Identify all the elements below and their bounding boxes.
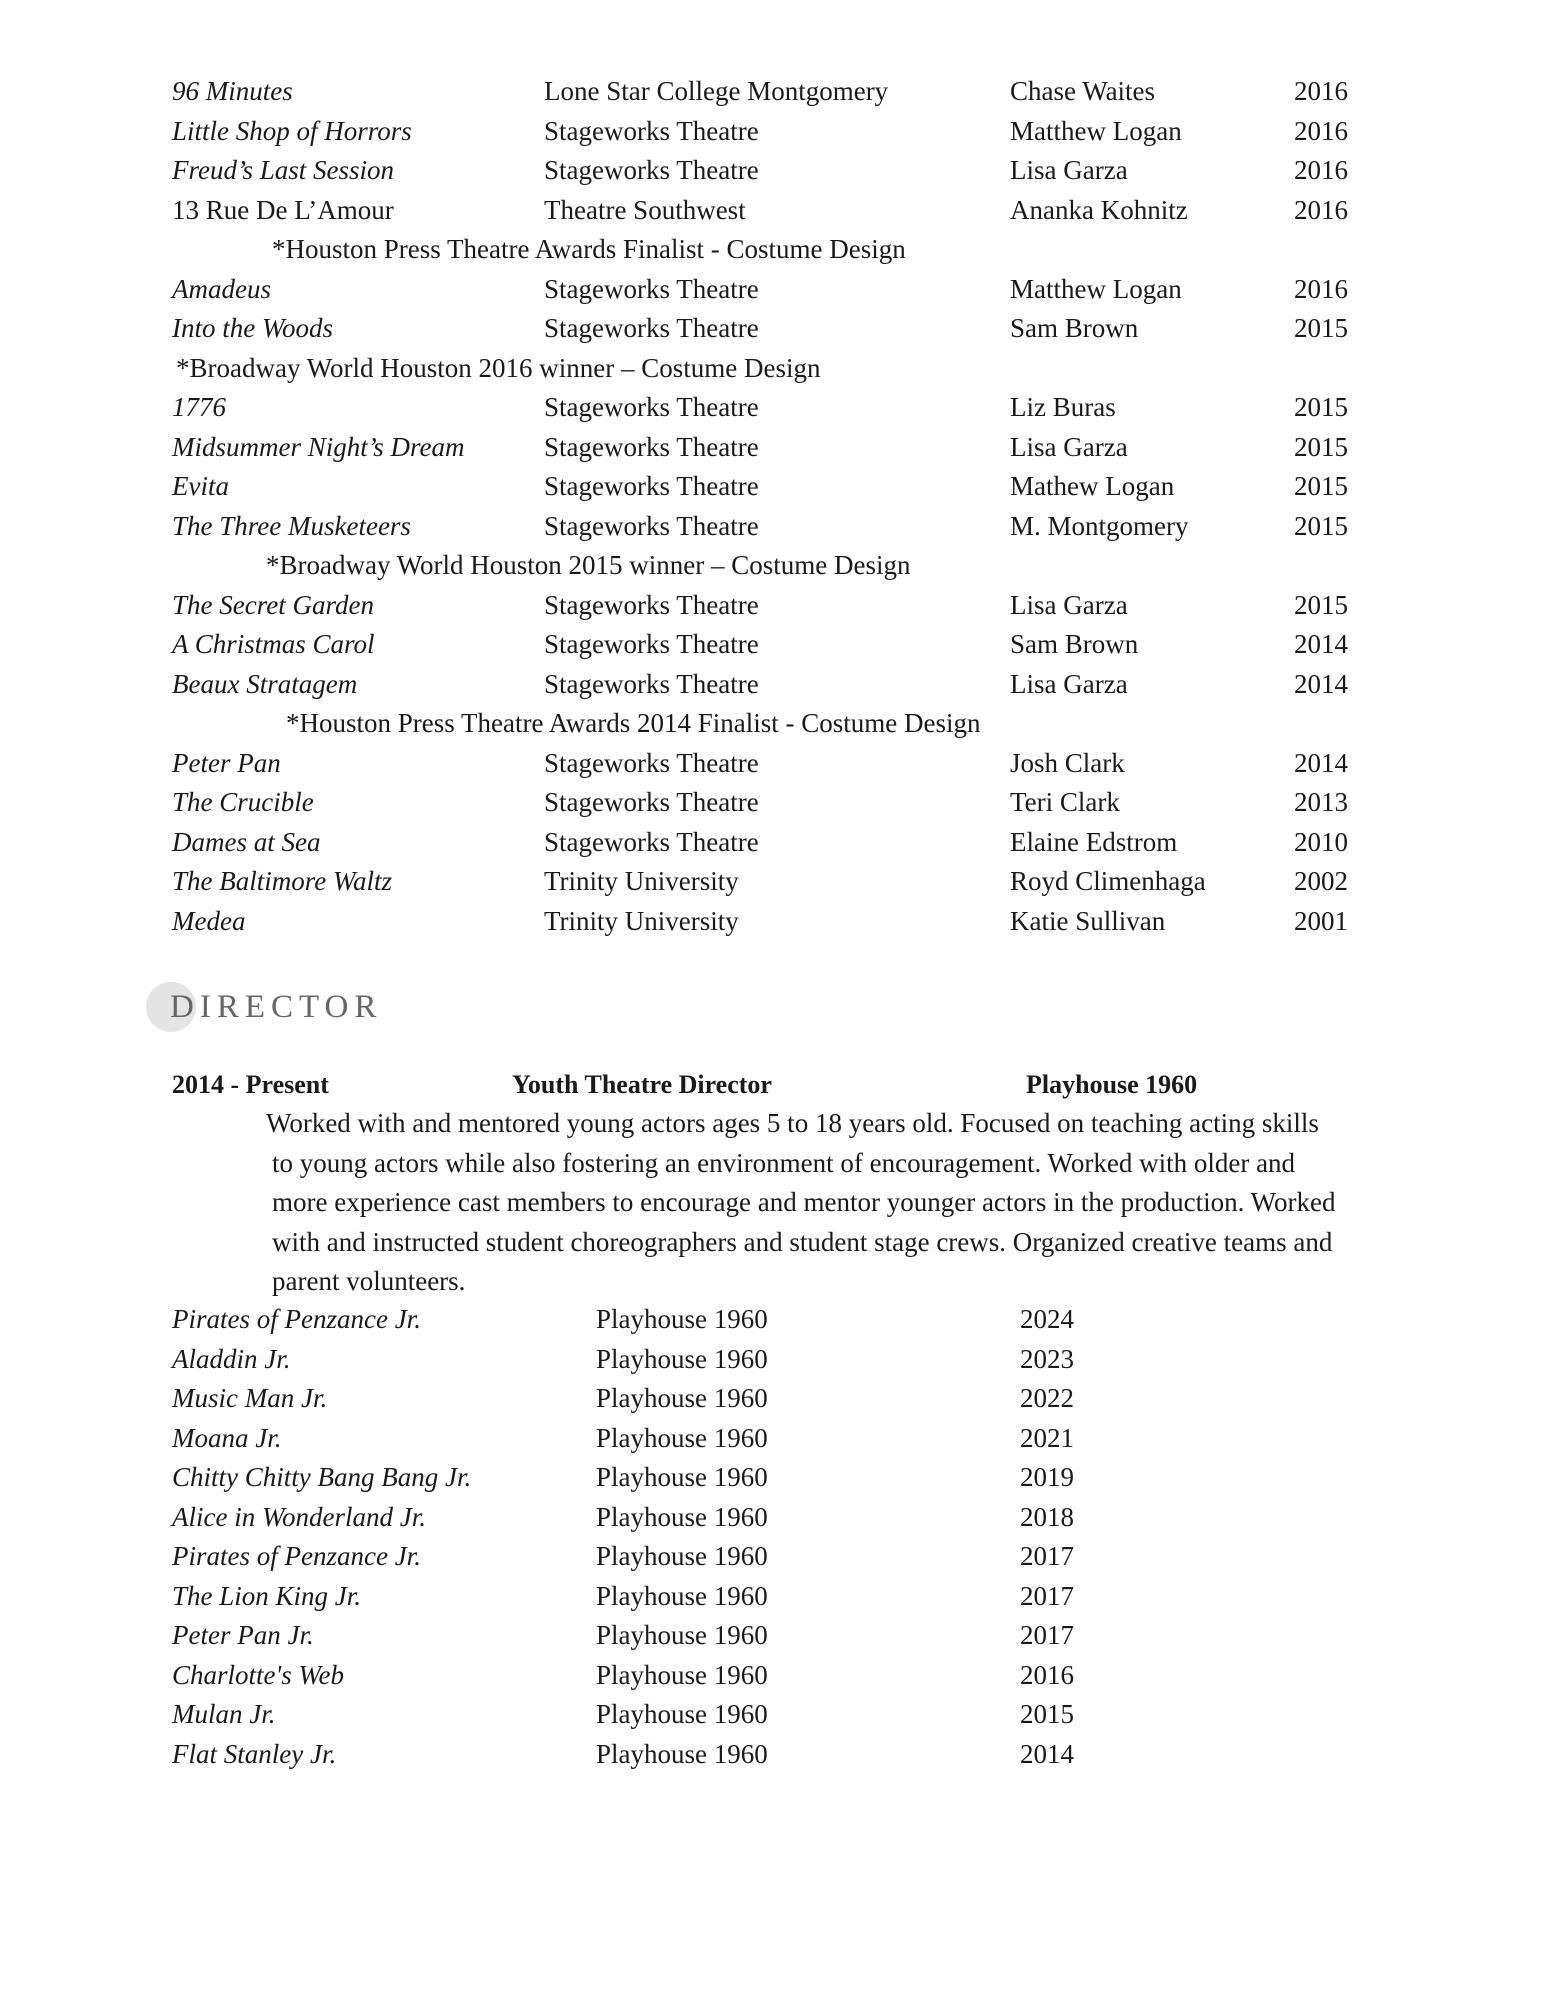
costume-design-credits bbox=[172, 72, 1412, 941]
production-title: Moana Jr. bbox=[172, 1422, 282, 1453]
credit-row bbox=[172, 902, 1412, 942]
director-name: Elaine Edstrom bbox=[1010, 826, 1178, 857]
description-line: more experience cast members to encourage and mentor younger actors in the production. Worked bbox=[272, 1187, 1336, 1217]
director-name: Sam Brown bbox=[1010, 629, 1139, 659]
venue: Lone Star College Montgomery bbox=[544, 76, 889, 106]
position-role: Youth Theatre Director bbox=[512, 1070, 772, 1099]
description-line: with and instructed student choreographers and student stage crews. Organized creative teams and bbox=[272, 1226, 1333, 1257]
venue: Stageworks Theatre bbox=[544, 392, 759, 422]
production-title: Little Shop of Horrors bbox=[172, 115, 412, 146]
venue: Playhouse 1960 bbox=[596, 1501, 768, 1532]
venue: Stageworks Theatre bbox=[544, 747, 759, 778]
director-name: Chase Waites bbox=[1010, 76, 1156, 106]
venue: Stageworks Theatre bbox=[544, 313, 759, 343]
director-name: Liz Buras bbox=[1010, 392, 1116, 422]
year: 2017 bbox=[1020, 1620, 1074, 1650]
director-name: Katie Sullivan bbox=[1010, 905, 1166, 936]
production-row bbox=[172, 1340, 1412, 1380]
production-row bbox=[172, 1419, 1412, 1459]
credit-row bbox=[172, 72, 1412, 112]
venue: Stageworks Theatre bbox=[544, 787, 759, 817]
venue: Playhouse 1960 bbox=[596, 1659, 768, 1690]
production-title: Amadeus bbox=[172, 273, 271, 304]
year: 2015 bbox=[1294, 431, 1348, 462]
production-row bbox=[172, 1735, 1412, 1775]
production-title: The Crucible bbox=[172, 787, 314, 817]
production-title: 13 Rue De L’Amour bbox=[172, 194, 394, 225]
production-row bbox=[172, 1300, 1412, 1340]
production-row bbox=[172, 1498, 1412, 1538]
production-title: Into the Woods bbox=[172, 313, 333, 343]
venue: Playhouse 1960 bbox=[596, 1541, 768, 1571]
venue: Trinity University bbox=[544, 866, 739, 896]
year: 2002 bbox=[1294, 866, 1348, 896]
year: 2016 bbox=[1294, 115, 1348, 146]
credit-row bbox=[172, 665, 1412, 705]
year: 2015 bbox=[1020, 1699, 1074, 1729]
director-name: Lisa Garza bbox=[1010, 589, 1128, 620]
year: 2015 bbox=[1294, 313, 1348, 343]
director-name: Royd Climenhaga bbox=[1010, 866, 1206, 896]
venue: Stageworks Theatre bbox=[544, 826, 759, 857]
venue: Playhouse 1960 bbox=[596, 1462, 768, 1492]
production-title: The Three Musketeers bbox=[172, 510, 411, 541]
year: 2019 bbox=[1020, 1462, 1074, 1492]
venue: Stageworks Theatre bbox=[544, 115, 759, 146]
year: 2010 bbox=[1294, 826, 1348, 857]
award-note-text: *Broadway World Houston 2016 winner – Costume Design bbox=[176, 352, 821, 383]
year: 2015 bbox=[1294, 510, 1348, 541]
director-name: Lisa Garza bbox=[1010, 668, 1128, 699]
description-line: parent volunteers. bbox=[272, 1266, 466, 1296]
credit-row bbox=[172, 744, 1412, 784]
youth-productions-list bbox=[172, 1300, 1412, 1774]
venue: Stageworks Theatre bbox=[544, 155, 759, 185]
year: 2013 bbox=[1294, 787, 1348, 817]
year: 2017 bbox=[1020, 1541, 1074, 1571]
production-title: Medea bbox=[172, 905, 246, 936]
production-title: The Lion King Jr. bbox=[172, 1580, 362, 1611]
credit-row bbox=[172, 270, 1412, 310]
venue: Playhouse 1960 bbox=[596, 1422, 768, 1453]
year: 2014 bbox=[1294, 668, 1348, 699]
venue: Playhouse 1960 bbox=[596, 1383, 768, 1413]
venue: Stageworks Theatre bbox=[544, 629, 759, 659]
year: 2015 bbox=[1294, 471, 1348, 501]
director-name: Ananka Kohnitz bbox=[1010, 194, 1188, 225]
production-title: Peter Pan Jr. bbox=[172, 1620, 314, 1650]
production-title: 96 Minutes bbox=[172, 76, 293, 106]
credit-row bbox=[172, 783, 1412, 823]
director-name: Lisa Garza bbox=[1010, 431, 1128, 462]
award-note bbox=[172, 546, 1412, 586]
production-row bbox=[172, 1537, 1412, 1577]
year: 2014 bbox=[1294, 629, 1348, 659]
year: 2016 bbox=[1020, 1659, 1074, 1690]
production-title: Dames at Sea bbox=[172, 826, 321, 857]
production-title: Evita bbox=[172, 471, 229, 501]
award-note bbox=[172, 704, 1412, 744]
credit-row bbox=[172, 151, 1412, 191]
production-title: Chitty Chitty Bang Bang Jr. bbox=[172, 1462, 472, 1492]
venue: Playhouse 1960 bbox=[596, 1738, 768, 1769]
award-note-text: *Broadway World Houston 2015 winner – Costume Design bbox=[266, 550, 911, 580]
production-row bbox=[172, 1695, 1412, 1735]
production-row bbox=[172, 1577, 1412, 1617]
production-title: 1776 bbox=[172, 392, 226, 422]
position-org: Playhouse 1960 bbox=[1026, 1070, 1198, 1099]
production-title: Midsummer Night’s Dream bbox=[172, 431, 465, 462]
credit-row bbox=[172, 625, 1412, 665]
production-title: Mulan Jr. bbox=[172, 1699, 276, 1729]
production-title: Alice in Wonderland Jr. bbox=[172, 1501, 426, 1532]
year: 2001 bbox=[1294, 905, 1348, 936]
award-note-text: *Houston Press Theatre Awards Finalist - Costume Design bbox=[272, 234, 906, 264]
venue: Theatre Southwest bbox=[544, 194, 746, 225]
director-section-heading bbox=[146, 980, 546, 1034]
director-name: Matthew Logan bbox=[1010, 273, 1182, 304]
year: 2014 bbox=[1020, 1738, 1074, 1769]
credit-row bbox=[172, 112, 1412, 152]
production-title: Beaux Stratagem bbox=[172, 668, 358, 699]
director-position bbox=[172, 1065, 1412, 1105]
credit-row bbox=[172, 507, 1412, 547]
credit-row bbox=[172, 467, 1412, 507]
venue: Playhouse 1960 bbox=[596, 1580, 768, 1611]
credit-row bbox=[172, 823, 1412, 863]
credit-row bbox=[172, 309, 1412, 349]
venue: Stageworks Theatre bbox=[544, 471, 759, 501]
year: 2016 bbox=[1294, 76, 1348, 106]
year: 2022 bbox=[1020, 1383, 1074, 1413]
production-row bbox=[172, 1379, 1412, 1419]
credit-row bbox=[172, 388, 1412, 428]
production-title: Freud’s Last Session bbox=[172, 155, 395, 185]
production-title: The Baltimore Waltz bbox=[172, 866, 393, 896]
year: 2015 bbox=[1294, 589, 1348, 620]
year: 2017 bbox=[1020, 1580, 1074, 1611]
venue: Playhouse 1960 bbox=[596, 1620, 768, 1650]
venue: Stageworks Theatre bbox=[544, 668, 759, 699]
director-name: Lisa Garza bbox=[1010, 155, 1128, 185]
director-name: Mathew Logan bbox=[1010, 471, 1175, 501]
award-note bbox=[172, 230, 1412, 270]
production-row bbox=[172, 1458, 1412, 1498]
production-title: A Christmas Carol bbox=[172, 629, 375, 659]
year: 2014 bbox=[1294, 747, 1348, 778]
section-title: DIRECTOR bbox=[170, 989, 383, 1025]
year: 2021 bbox=[1020, 1422, 1074, 1453]
production-title: Music Man Jr. bbox=[172, 1383, 328, 1413]
credit-row bbox=[172, 586, 1412, 626]
production-title: Flat Stanley Jr. bbox=[172, 1738, 337, 1769]
venue: Trinity University bbox=[544, 905, 739, 936]
venue: Stageworks Theatre bbox=[544, 431, 759, 462]
production-title: Peter Pan bbox=[172, 747, 281, 778]
description-line: Worked with and mentored young actors ages 5 to 18 years old. Focused on teaching acting skills bbox=[266, 1108, 1319, 1138]
year: 2015 bbox=[1294, 392, 1348, 422]
production-row bbox=[172, 1616, 1412, 1656]
production-title: Pirates of Penzance Jr. bbox=[172, 1304, 421, 1334]
director-name: Matthew Logan bbox=[1010, 115, 1182, 146]
venue: Playhouse 1960 bbox=[596, 1343, 768, 1374]
director-name: Sam Brown bbox=[1010, 313, 1139, 343]
year: 2023 bbox=[1020, 1343, 1074, 1374]
year: 2016 bbox=[1294, 194, 1348, 225]
position-dates: 2014 - Present bbox=[172, 1070, 329, 1099]
credit-row bbox=[172, 428, 1412, 468]
venue: Stageworks Theatre bbox=[544, 273, 759, 304]
award-note bbox=[172, 349, 1412, 389]
production-title: Pirates of Penzance Jr. bbox=[172, 1541, 421, 1571]
director-name: M. Montgomery bbox=[1010, 510, 1189, 541]
production-title: Charlotte's Web bbox=[172, 1659, 345, 1690]
venue: Stageworks Theatre bbox=[544, 510, 759, 541]
year: 2016 bbox=[1294, 155, 1348, 185]
venue: Stageworks Theatre bbox=[544, 589, 759, 620]
production-title: Aladdin Jr. bbox=[172, 1343, 291, 1374]
credit-row bbox=[172, 862, 1412, 902]
year: 2024 bbox=[1020, 1304, 1074, 1334]
description-line: to young actors while also fostering an environment of encouragement. Worked with older and bbox=[272, 1147, 1296, 1178]
director-name: Josh Clark bbox=[1010, 747, 1125, 778]
venue: Playhouse 1960 bbox=[596, 1699, 768, 1729]
venue: Playhouse 1960 bbox=[596, 1304, 768, 1334]
production-title: The Secret Garden bbox=[172, 589, 374, 620]
credit-row bbox=[172, 191, 1412, 231]
production-row bbox=[172, 1656, 1412, 1696]
award-note-text: *Houston Press Theatre Awards 2014 Finalist - Costume Design bbox=[286, 708, 981, 738]
position-description bbox=[266, 1104, 1426, 1302]
year: 2016 bbox=[1294, 273, 1348, 304]
year: 2018 bbox=[1020, 1501, 1074, 1532]
director-name: Teri Clark bbox=[1010, 787, 1120, 817]
